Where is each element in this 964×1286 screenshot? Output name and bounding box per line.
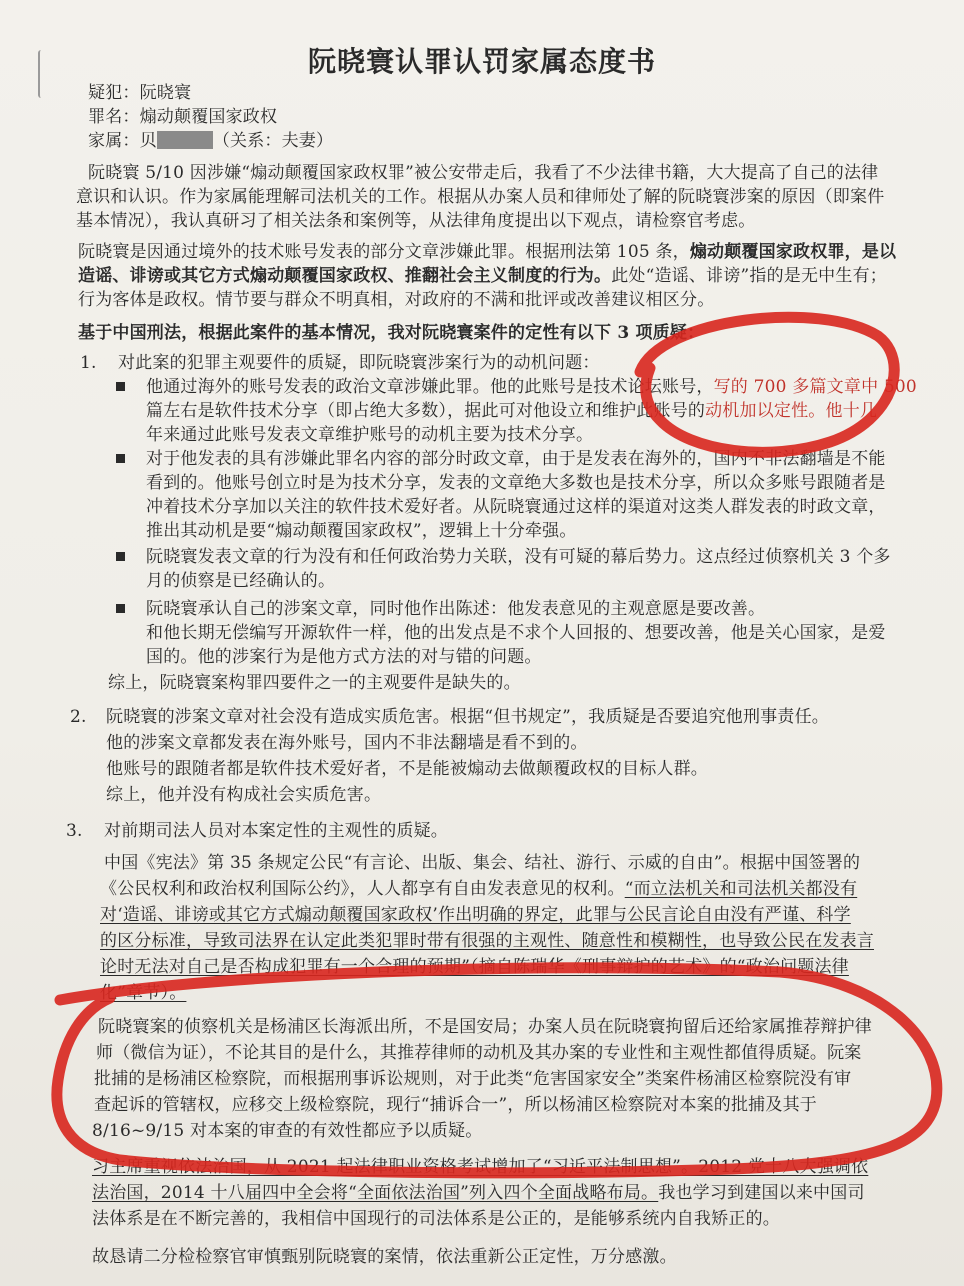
item2-line: 他账号的跟随者都是软件技术爱好者，不是能被煽动去做颠覆政权的目标人群。 (106, 759, 708, 779)
item1-bullet1-line (146, 376, 917, 398)
item3-text: 《公民权利和政治权利国际公约》，人人都享有自由发表意见的权利。 (100, 879, 625, 899)
item3-p1-line: 中国《宪法》第 35 条规定公民“有言论、出版、集会、结社、游行、示威的自由”。根据中国签署的 (104, 853, 861, 873)
item1-text: 篇左右是软件技术分享（即占绝大多数），据此可对他设立和维护此账号的 (146, 401, 706, 421)
charge-line: 罪名：煽动颠覆国家政权 (88, 107, 278, 127)
item1-bullet4-line: 阮晓寰承认自己的涉案文章，同时他作出陈述：他发表意见的主观意愿是要改善。 (146, 599, 766, 619)
item1-bullet1-line: 年来通过此账号发表文章维护账号的动机主要为技术分享。 (146, 425, 594, 445)
item3-p2-line: 阮晓寰案的侦察机关是杨浦区长海派出所，不是国安局；办案人员在阮晓寰拘留后还给家属推荐辩护律 (98, 1017, 872, 1037)
suspect-line: 疑犯：阮晓寰 (88, 83, 192, 103)
family-line (88, 130, 333, 152)
intro-line: 意识和认识。作为家属能理解司法机关的工作。根据从办案人员和律师处了解的阮晓寰涉案的原因（即案件 (76, 187, 885, 207)
item1-summary: 综上，阮晓寰案构罪四要件之一的主观要件是缺失的。 (108, 673, 521, 693)
item1-bullet4-line: 国的。他的涉案行为是他方式方法的对与错的问题。 (146, 647, 542, 667)
item1-bullet3-line: 月的侦察是已经确认的。 (146, 571, 336, 591)
item3-number: 3. (66, 821, 83, 841)
bullet-icon (116, 454, 125, 463)
item3-p2-line: 师（微信为证），不论其目的是什么，其推荐律师的动机及其办案的专业性和主观性都值得质疑。阮案 (96, 1043, 862, 1063)
para2-bold-text: 煽动颠覆国家政权罪，是以 (689, 242, 897, 262)
item1-highlighted-text: 写的 700 多篇文章中 500 (713, 377, 917, 397)
para2-line (78, 265, 887, 287)
item3-p1-underlined-line: 论时无法对自己是否构成犯罪有一个合理的预期”（摘自陈瑞华《刑事辩护的艺术》的“政治问题法律 (100, 957, 849, 977)
bullet-icon (116, 552, 125, 561)
item3-p1-underlined-line: 化”章节）。 (100, 983, 187, 1003)
item1-heading: 对此案的犯罪主观要件的质疑，即阮晓寰涉案行为的动机问题： (118, 353, 600, 373)
basis-heading: 基于中国刑法，根据此案件的基本情况，我对阮晓寰案件的定性有以下 3 项质疑： (78, 323, 705, 343)
item1-bullet2-line: 看到的。他账号创立时是为技术分享，发表的文章绝大多数也是技术分享，所以众多账号跟随者是 (146, 473, 886, 493)
item3-p2-line: 查起诉的管辖权，应移交上级检察院，现行“捕诉合一”，所以杨浦区检察院对本案的批捕及其于 (94, 1095, 817, 1115)
item1-highlighted-text: 动机加以定性。他十几 (705, 401, 878, 421)
item3-heading: 对前期司法人员对本案定性的主观性的质疑。 (104, 821, 448, 841)
item2-number: 2. (70, 707, 87, 727)
item1-bullet3-line: 阮晓寰发表文章的行为没有和任何政治势力关联，没有可疑的幕后势力。这点经过侦察机关 3 个多 (146, 547, 891, 567)
item1-bullet2-line: 推出其动机是要“煽动颠覆国家政权”，逻辑上十分牵强。 (146, 521, 577, 541)
para2-text: 阮晓寰是因通过境外的技术账号发表的部分文章涉嫌此罪。根据刑法第 105 条， (78, 242, 690, 262)
item2-line: 阮晓寰的涉案文章对社会没有造成实质危害。根据“但书规定”，我质疑是否要追究他刑事责任。 (106, 707, 829, 727)
item1-text: 他通过海外的账号发表的政治文章涉嫌此罪。他的此账号是技术论坛账号， (146, 377, 714, 397)
para2-line (78, 241, 896, 263)
item3-p1-underlined-line: 的区分标准，导致司法界在认定此类犯罪时带有很强的主观性、随意性和模糊性，也导致公民在发表言 (100, 931, 874, 951)
item1-bullet2-line: 冲着技术分享加以关注的软件技术爱好者。从阮晓寰通过这样的渠道对这类人群发表的时政文章， (146, 497, 886, 517)
intro-line: 阮晓寰 5/10 因涉嫌“煽动颠覆国家政权罪”被公安带走后，我看了不少法律书籍，大大提高了自己的法律 (88, 163, 879, 183)
para2-text: 此处“造谣、诽谤”指的是无中生有； (611, 266, 887, 286)
item1-bullet2-line: 对于他发表的具有涉嫌此罪名内容的部分时政文章，由于是发表在海外的，国内不非法翻墙是不能 (146, 449, 886, 469)
redaction-box (157, 131, 213, 149)
item1-bullet1-line (146, 400, 877, 422)
item3-underlined-text: “而立法机关和司法机关都没有 (624, 879, 858, 899)
item3-underlined-text: 法治国，2014 十八届四中全会将“全面依法治国”列入四个全面战略布局。 (92, 1183, 659, 1203)
item3-text: 我也学习到建国以来中国司 (658, 1183, 865, 1203)
para2-bold-text: 造谣、诽谤或其它方式煽动颠覆国家政权、推翻社会主义制度的行为。 (78, 266, 612, 286)
family-prefix: 家属：贝 (88, 131, 157, 151)
item1-bullet4-line: 和他长期无偿编写开源软件一样，他的出发点是不求个人回报的、想要改善，他是关心国家，是爱 (146, 623, 886, 643)
item2-line: 他的涉案文章都发表在海外账号，国内不非法翻墙是看不到的。 (106, 733, 588, 753)
item3-p1-line (100, 878, 857, 900)
document-title: 阮晓寰认罪认罚家属态度书 (307, 45, 656, 78)
item3-p2-line: 8/16~9/15 对本案的审查的有效性都应予以质疑。 (92, 1121, 483, 1141)
item2-line: 综上，他并没有构成社会实质危害。 (106, 785, 382, 805)
item3-p3-line (92, 1182, 865, 1204)
para2-line: 行为客体是政权。情节要与群众不明真相，对政府的不满和批评或改善建议相区分。 (78, 290, 715, 310)
item1-number: 1. (80, 353, 97, 373)
bullet-icon (116, 382, 125, 391)
family-relation: （关系：夫妻） (212, 131, 334, 151)
item3-p3-line: 法体系是在不断完善的，我相信中国现行的司法体系是公正的，是能够系统内自我矫正的。 (92, 1209, 780, 1229)
intro-line: 基本情况），我认真研习了相关法条和案例等，从法律角度提出以下观点，请检察官考虑。 (76, 211, 756, 231)
item3-p2-line: 批捕的是杨浦区检察院，而根据刑事诉讼规则，对于此类“危害国家安全”类案件杨浦区检察院没有审 (94, 1069, 852, 1089)
item3-p1-underlined-line: 对‘造谣、诽谤或其它方式煽动颠覆国家政权’作出明确的界定，此罪与公民言论自由没有严谨、科学 (100, 905, 851, 925)
item3-p3-line: 习主席重视依法治国，从 2021 起法律职业资格考试增加了“习近平法制思想”。2012 党十八大强调依 (92, 1157, 869, 1177)
closing-line: 故恳请二分检检察官审慎甄别阮晓寰的案情，依法重新公正定性，万分感激。 (92, 1247, 677, 1267)
bullet-icon (116, 604, 125, 613)
